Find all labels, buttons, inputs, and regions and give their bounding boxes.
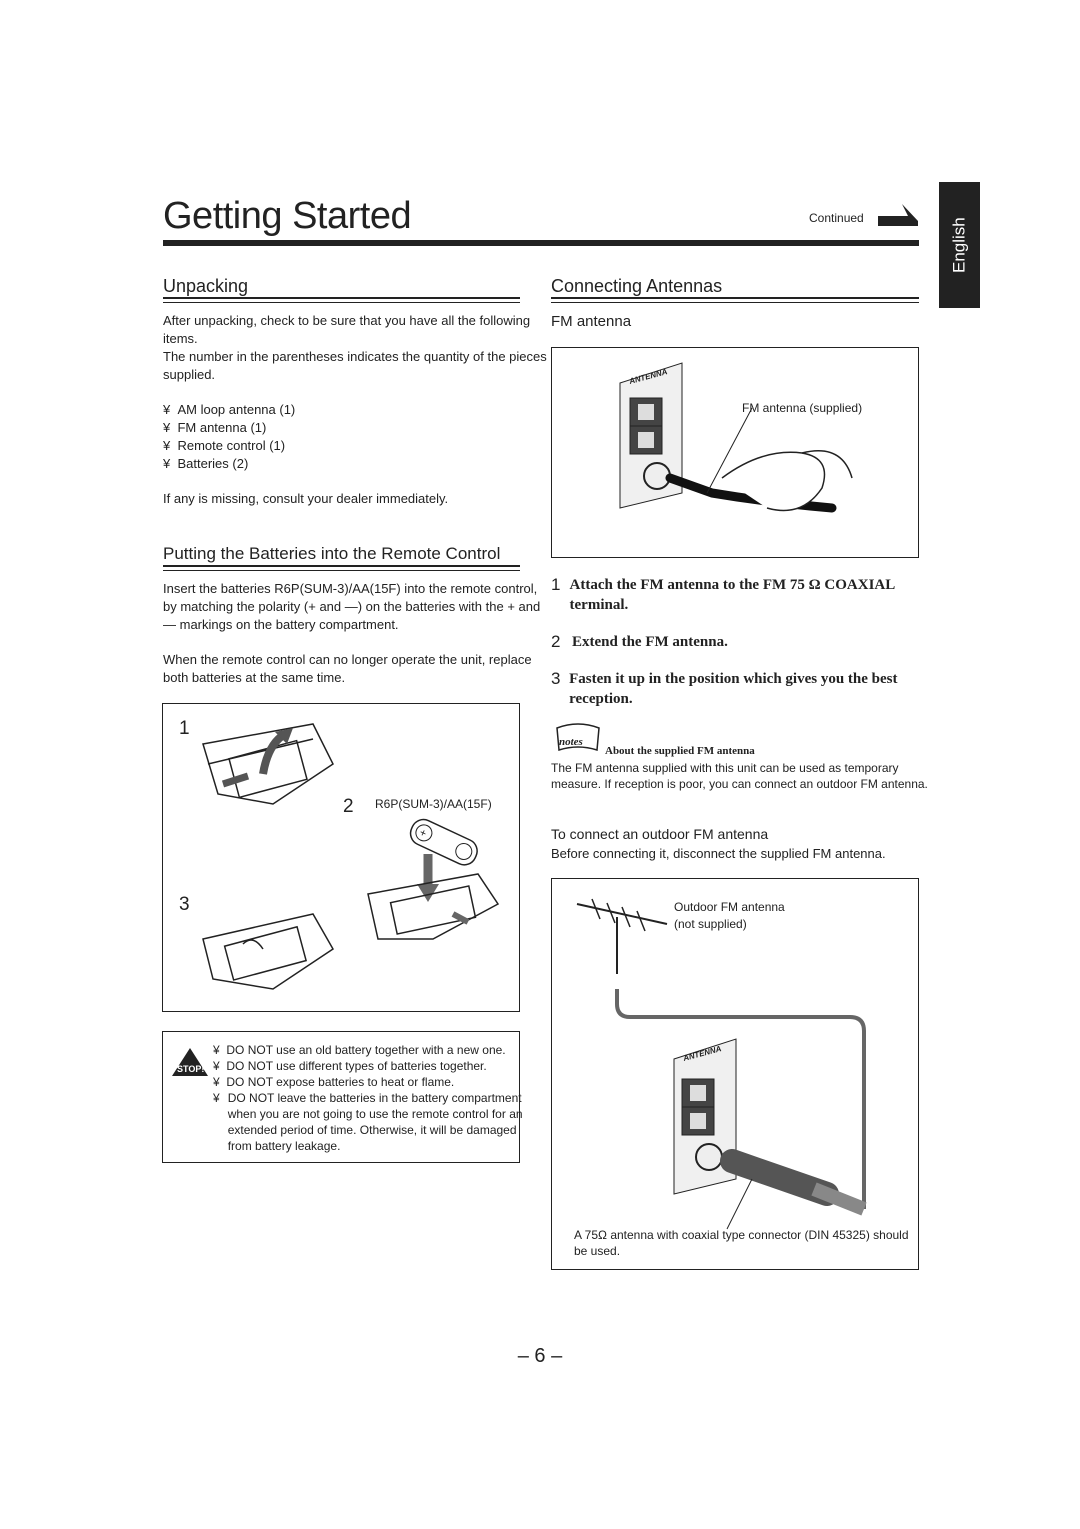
remote-battery-illustration [163, 704, 519, 1011]
figure-step-3: 3 [179, 894, 190, 915]
warning-item: ¥ DO NOT use different types of batteries together. [213, 1059, 487, 1073]
batteries-text-2: When the remote control can no longer operate the unit, replace both batteries at the same time. [163, 652, 532, 685]
page-title: Getting Started [163, 195, 412, 237]
figure-battery-label: R6P(SUM-3)/AA(15F) [375, 797, 492, 811]
heading-rule [163, 570, 520, 571]
unpacking-heading: Unpacking [163, 276, 249, 296]
step-1: 1 Attach the FM antenna to the FM 75 Ω COAXIAL terminal. [551, 575, 895, 613]
list-item: ¥ Remote control (1) [163, 438, 286, 453]
warning-item: ¥ DO NOT expose batteries to heat or flame. [213, 1075, 455, 1089]
figure-step-1: 1 [179, 718, 190, 739]
page-number: – 6 – [517, 1345, 563, 1367]
batteries-text-1: Insert the batteries R6P(SUM-3)/AA(15F) into the remote control, by matching the polarity (+ and —) on the batteries with the + and — markings on the battery compartment. [163, 581, 541, 632]
outdoor-antenna-illustration [552, 879, 918, 1269]
step-3: 3 Fasten it up in the position which gives you the best reception. [551, 669, 898, 707]
step-2: 2 Extend the FM antenna. [551, 632, 728, 651]
notes-title: About the supplied FM antenna [605, 745, 755, 757]
notes-text: The FM antenna supplied with this unit can be used as temporary measure. If reception is poor, you can connect an outdoor FM antenna. [551, 761, 928, 791]
language-tab-label: English [949, 217, 969, 273]
unpacking-intro-2: The number in the parentheses indicates the quantity of the pieces supplied. [163, 349, 547, 382]
fm-antenna-figure [551, 347, 919, 558]
stop-icon [170, 1046, 210, 1078]
heading-rule [551, 302, 919, 303]
outdoor-antenna-text: Before connecting it, disconnect the supplied FM antenna. [551, 846, 886, 861]
svg-text:STOP!: STOP! [177, 1064, 205, 1074]
fm-antenna-subheading: FM antenna [551, 313, 632, 330]
battery-figure [162, 703, 520, 1012]
svg-text:notes: notes [559, 736, 583, 748]
heading-rule [163, 302, 520, 303]
list-item: ¥ AM loop antenna (1) [163, 402, 296, 417]
warning-item: ¥ DO NOT use an old battery together with a new one. [213, 1043, 506, 1057]
continued-label: Continued [809, 211, 864, 225]
svg-text:+: + [417, 826, 429, 841]
heading-rule [551, 297, 919, 299]
notes-icon [553, 720, 603, 754]
figure-step-2: 2 [343, 796, 354, 817]
warning-item: ¥ DO NOT leave the batteries in the battery compartment when you are not going to use the remote control for an extended period of time. Otherwise, it will be damaged from battery leakage. [213, 1091, 523, 1153]
title-rule [163, 240, 919, 246]
fm-antenna-supplied-label: FM antenna (supplied) [742, 401, 863, 415]
antennas-heading: Connecting Antennas [551, 276, 723, 296]
unpacking-intro-1: After unpacking, check to be sure that you have all the following items. [163, 313, 531, 346]
fm-antenna-illustration [552, 348, 918, 557]
outdoor-antenna-label-2: (not supplied) [674, 917, 747, 931]
svg-text:ANTENNA: ANTENNA [628, 367, 669, 386]
warning-box [162, 1031, 523, 1163]
heading-rule [163, 297, 520, 299]
outdoor-antenna-caption: A 75Ω antenna with coaxial type connector (DIN 45325) should be used. [574, 1228, 909, 1258]
outdoor-antenna-label-1: Outdoor FM antenna [674, 900, 785, 914]
list-item: ¥ Batteries (2) [163, 456, 249, 471]
continued-arrow-icon [878, 204, 920, 228]
svg-text:ANTENNA: ANTENNA [682, 1044, 723, 1063]
outdoor-antenna-heading: To connect an outdoor FM antenna [551, 826, 769, 842]
heading-rule [163, 565, 520, 567]
batteries-heading: Putting the Batteries into the Remote Control [163, 544, 501, 563]
list-item: ¥ FM antenna (1) [163, 420, 267, 435]
outdoor-antenna-figure [551, 878, 919, 1270]
unpacking-list [163, 401, 295, 473]
warning-list [213, 1042, 543, 1154]
unpacking-missing-note: If any is missing, consult your dealer immediately. [163, 491, 449, 506]
language-tab [939, 182, 980, 308]
